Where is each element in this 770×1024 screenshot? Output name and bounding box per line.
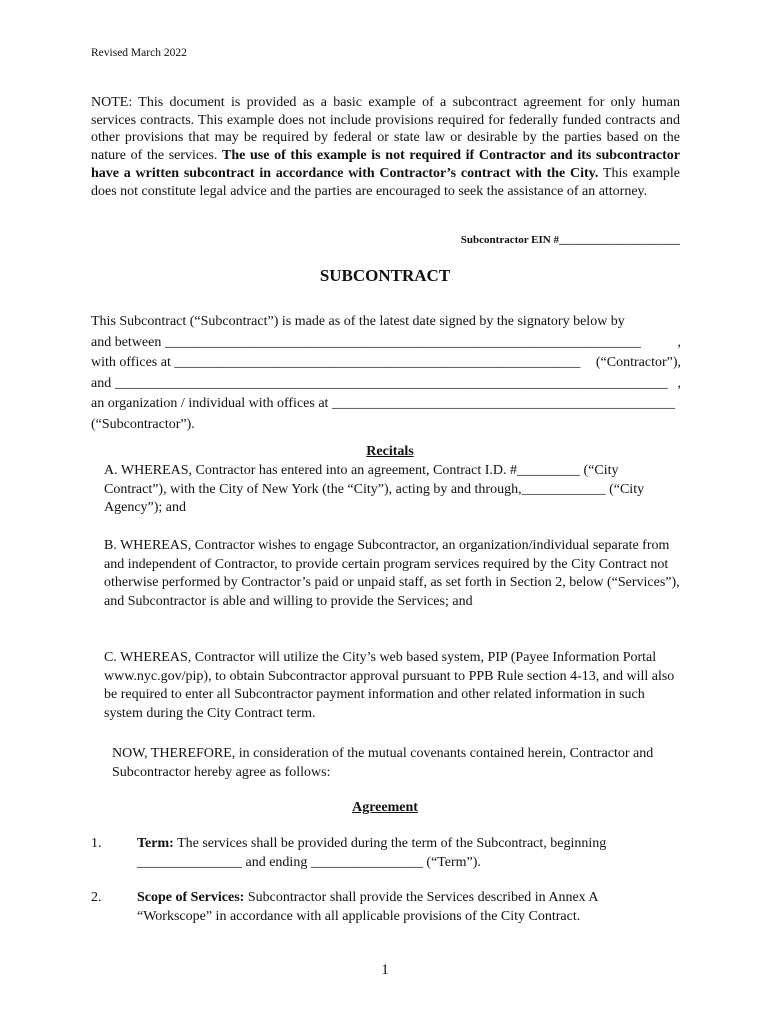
intro-line-2 xyxy=(91,333,681,354)
item-text: The services shall be provided during the term of the Subcontract, beginning _______________ and ending ________________ (“Term”). xyxy=(137,836,607,870)
offices-label: with offices at xyxy=(91,355,171,370)
item-text: Subcontractor shall provide the Services described in Annex A “Workscope” in accordance with all applicable provisions of the City Contract. xyxy=(137,890,598,924)
note-bold: The use of this example is not required if Contractor and its subcontractor have a written subcontract in accordance with Contractor’s contract with the City. xyxy=(91,148,680,181)
contractor-offices-blank: __________________________________________________________ xyxy=(174,355,581,370)
recital-b: B. WHEREAS, Contractor wishes to engage Subcontractor, an organization/individual separate from and independent of Contractor, to provide certain program services required by the City Contract not otherwise performed by Contractor’s paid or unpaid staff, as set forth in Section 2, below (“Services”), and Subcontractor is able and willing to provide the Services; and xyxy=(104,538,680,609)
now-therefore: NOW, THEREFORE, in consideration of the mutual covenants contained herein, Contractor and Subcontractor hereby agree as follows: xyxy=(112,746,654,780)
recital-a: A. WHEREAS, Contractor has entered into an agreement, Contract I.D. #_________ (“City Contract”), with the City of New York (the “City”), acting by and through,____________ (“City Agency”); and xyxy=(104,463,645,516)
agreement-item-scope xyxy=(91,889,651,926)
recitals-heading: Recitals xyxy=(366,444,414,459)
item-body xyxy=(137,835,651,872)
intro-paragraph xyxy=(91,312,681,435)
between-blank: ____________________________________________________________________ xyxy=(164,334,641,350)
subcontractor-offices-blank: _________________________________________________ xyxy=(331,396,675,411)
item-label: Term: xyxy=(137,836,174,851)
and-label: and xyxy=(91,375,112,391)
note-tail: This example does not constitute legal advice and the parties are encouraged to seek the assistance of an attorney. xyxy=(91,165,680,199)
line4-end: , xyxy=(677,375,681,391)
subcontractor-name-blank: _______________________________________________________________________________ xyxy=(114,375,668,391)
intro-line-4 xyxy=(91,374,681,395)
item-number: 2. xyxy=(91,890,102,905)
ein-label: Subcontractor EIN # xyxy=(460,234,559,246)
intro-line-1 xyxy=(91,312,681,333)
contractor-label: (“Contractor”), xyxy=(595,355,681,370)
item-number: 1. xyxy=(91,836,102,851)
intro-line-5 xyxy=(91,394,681,415)
between-label: and between xyxy=(91,334,162,350)
page-number: 1 xyxy=(381,962,389,978)
intro-line1-text: This Subcontract (“Subcontract”) is made as of the latest date signed by the signatory below by xyxy=(91,314,625,329)
intro-line-6 xyxy=(91,415,681,436)
intro-line-3 xyxy=(91,353,681,374)
recital-c: C. WHEREAS, Contractor will utilize the City’s web based system, PIP (Payee Information Portal www.nyc.gov/pip), to obtain Subcontractor approval pursuant to PPB Rule section 4-13, and will also be required to enter all Subcontractor payment information and other related information in such system during the City Contract term. xyxy=(104,650,675,721)
org-offices-label: an organization / individual with offices at xyxy=(91,396,329,411)
subcontractor-label: (“Subcontractor”). xyxy=(91,416,195,432)
agreement-item-term xyxy=(91,835,651,872)
subcontractor-ein xyxy=(461,234,680,246)
revision-date: Revised March 2022 xyxy=(91,47,187,59)
item-body xyxy=(137,889,651,926)
ein-blank: ______________________ xyxy=(559,234,680,246)
line2-end: , xyxy=(677,334,681,350)
agreement-heading: Agreement xyxy=(352,800,418,815)
note-lead: NOTE: This document is provided as a basic example of a subcontract agreement for only human services contracts. This example does not include provisions required for federally funded contracts and other provisions that may be required by federal or state law or desirable by the parties based on the nature of the services. xyxy=(91,95,680,164)
note-paragraph xyxy=(91,94,680,200)
document-title: SUBCONTRACT xyxy=(319,266,451,285)
item-label: Scope of Services: xyxy=(137,890,245,905)
